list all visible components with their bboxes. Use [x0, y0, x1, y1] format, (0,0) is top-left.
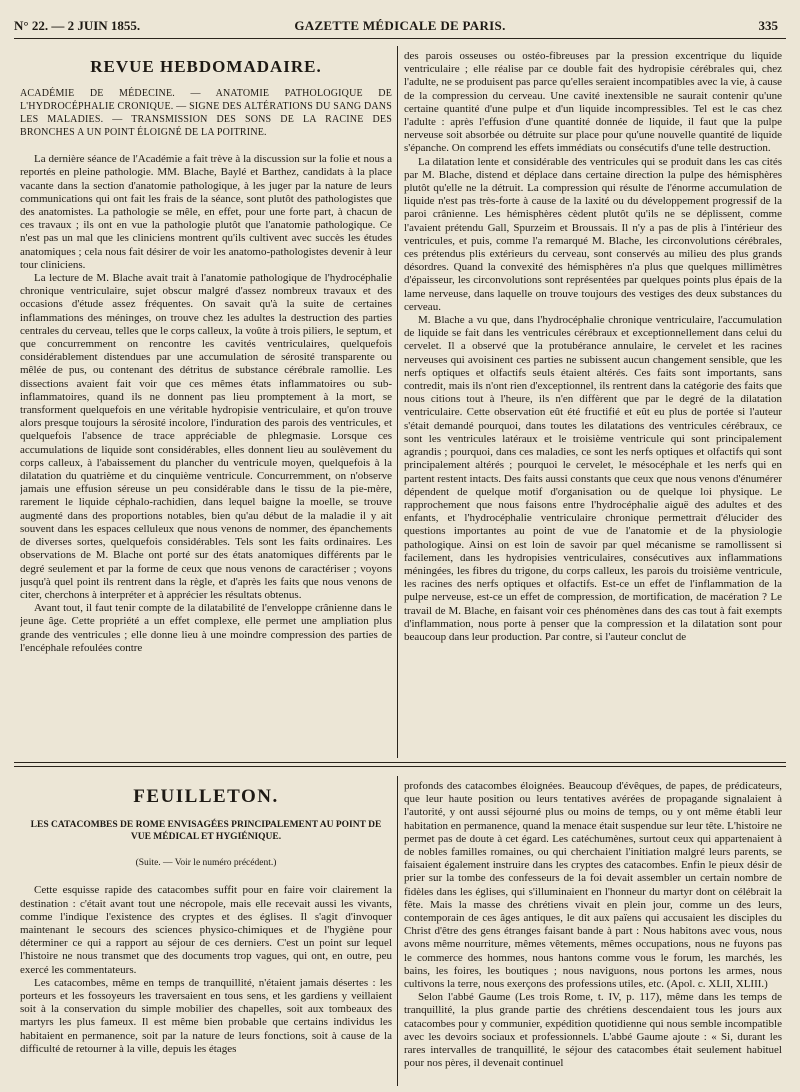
column-divider-bottom [397, 776, 398, 1086]
section-divider [14, 762, 786, 763]
journal-title: GAZETTE MÉDICALE DE PARIS. [294, 18, 506, 33]
page-header [14, 14, 786, 39]
feuilleton-paragraph: Les catacombes, même en temps de tranquillité, n'étaient jamais désertes : les porteurs et les fossoyeurs les traversaient en tous sens, et les gardiens y veillaient soit à la conservation du simple mobilier des chapelles, soit aux tombeaux des martyrs les plus fameux. Il est même bien probable que certains individus les habitaient en permanence, soit par la nature de leurs fonctions, soit à cause de la difficulté de retourner à la ville, depuis les étages [20, 976, 392, 1055]
feuilleton-suite-note: (Suite. — Voir le numéro précédent.) [135, 858, 277, 869]
revue-left-column [20, 50, 392, 756]
revue-paragraph: des parois osseuses ou ostéo-fibreuses par la pression excentrique du liquide ventriculaire ; elle réalise par ce double fait des hydropisie cérébrales qui, chez l'adulte, ne se produisent pas parce qu'elles seraient incompatibles avec la vie, à cause de la compression du cerveau. Une cavité inextensible ne saurait contenir qu'une certaine quantité d'une pulpe et d'un liquide incompressibles. Tel est le cas chez l'adulte : après l'effusion d'une quantité donnée de liquide, il faut que la pulpe nerveuse soit absorbée ou détruite sur place pour qu'une nouvelle quantité de liquide s'épanche. On comprend les effets immédiats ou consécutifs d'une telle destruction. [404, 50, 782, 155]
revue-paragraph: Avant tout, il faut tenir compte de la dilatabilité de l'enveloppe crânienne dans le jeune âge. Cette propriété a un effet complexe, elle permet une ampliation plus grande des ventricules ; elle donne lieu à une moindre compression des parties de l'encéphale refoulées contre [20, 602, 392, 654]
feuilleton-subtitle: LES CATACOMBES DE ROME ENVISAGÉES PRINCIPALEMENT AU POINT DE VUE MÉDICAL ET HYGIÉNIQUE. [30, 820, 382, 843]
feuilleton-left-column [20, 780, 392, 1085]
feuilleton-paragraph: Selon l'abbé Gaume (Les trois Rome, t. IV, p. 117), même dans les temps de tranquillité, la plus grande partie des chrétiens descendaient tous les jours aux catacombes pour y communier, expédition quotidienne qui nous semble incompatible avec les devoirs sociaux et professionnels. L'abbé Gaume ajoute : « Si, durant les rares intervalles de tranquillité, le séjour des catacombes était seulement habituel pour nos pères, il devenait continuel [404, 991, 782, 1070]
revue-paragraph: La lecture de M. Blache avait trait à l'anatomie pathologique de l'hydrocéphalie chronique ventriculaire, sujet obscur malgré d'assez nombreux travaux et des occasions d'étude assez fréquentes. On savait qu'à la suite de certaines inflammations des méninges, on trouve chez les adultes la destruction des parties centrales du cerveau, telles que le corps calleux, la voûte à trois piliers, le septum, et que concurremment on rencontre les cavités ventriculaires, quelquefois considérablement distendues par une accumulation de sérosité transparente ou mêlée de pus, ou contenant des détritus de substance cérébrale ramollie. Les dissections avaient fait voir que ces mêmes états inflammatoires ou sub-inflammatoires, quand ils ne donnent pas lieu promptement à la mort, se transforment quelquefois en une véritable hydropisie ventriculaire, et qu'on trouve alors presque toujours la sérosité incolore, l'induration des parois des ventricules, et quelquefois l'absence de trace appréciable de phlegmasie. Lorsque ces accumulations de liquide sont considérables, elles donnent lieu au soulèvement du corps calleux, à l'abaissement du plancher du ventricule moyen, quelquefois à la dilatation du quatrième et du cinquième ventricule. Concurremment, on n'observe jamais une effusion séreuse un peu considérable dans le tissu de la pie-mère, rarement le liquide céphalo-rachidien, dans lequel baigne la moelle, se trouve augmenté dans des proportions notables, bien qu'au début de la maladie il y ait souvent dans les espaces celluleux que nous venons de nommer, des épanchements de diverses sortes, quelquefois considérables. Tels sont les faits ordinaires. Les observations de M. Blache ont porté sur des états anatomiques différents par le degré seulement et par la forme de ceux que nous venons de caractériser ; voyons jusqu'à quel point ils rentrent dans la règle, et d'après les faits que nous venons de citer, cherchons à interpréter et à apprécier les résultats obtenus. [20, 272, 392, 601]
page-number: 335 [758, 18, 778, 33]
feuilleton-paragraph: Cette esquisse rapide des catacombes suffit pour en faire voir clairement la destination : c'était avant tout une nécropole, mais elle recevait aussi les vivants, comme l'indique l'existence des cryptes et des églises. Il s'agit d'invoquer maintenant le secours des sciences physico-chimiques et de l'hygiène pour déterminer ce qui a rapport au séjour de ces derniers. C'est un point sur lequel l'histoire ne nous transmet que des documents trop vagues, qui ont, en outre, peu exercé les commentateurs. [20, 884, 392, 976]
feuilleton-right-column [404, 780, 782, 1085]
column-divider-top [397, 46, 398, 758]
feuilleton-title: FEUILLETON. [133, 786, 279, 807]
revue-right-column [404, 50, 782, 756]
feuilleton-paragraph: profonds des catacombes éloignées. Beaucoup d'évêques, de papes, de prédicateurs, que leur haute position ou leurs tentatives avérées de propagande signalaient à l'autorité, y ont aussi séjourné plus ou moins de temps, ou y ont même établi leur habitation en permanence, quand la menace était suspendue sur leur tête. L'histoire ne permet pas de doute à cet égard. Les catéchumènes, surtout ceux qui appartenaient à de nobles familles romaines, ou qui cherchaient l'initiation malgré leurs parents, se faisaient également instruire dans les cryptes des catacombes. Enfin le pieux désir de prier sur la tombe des confesseurs de la foi devait assembler un certain nombre de fidèles dans les églises, qui s'illuminaient en l'honneur du martyr dont on célébrait la fête. Mais la masse des chrétiens vivait en plein jour, comme un des leurs, contemporain de ces âges antiques, le dit aux païens qui accusaient les disciples du Christ d'être des gens étranges faisant bande à part : Nous habitons avec vous, nous avons même nourriture, mêmes vêtements, mêmes occupations, nous ne fuyons pas le commerce des hommes, nous hantons comme vous le forum, les marchés, les bains, les foires, les boutiques ; nous naviguons, nous portons les armes, nous cultivons la terre, nous exerçons des professions utiles, etc. (Apol. c. XLII, XLIII.) [404, 780, 782, 991]
revue-paragraph: La dernière séance de l'Académie a fait trève à la discussion sur la folie et nous a reportés en pleine pathologie. MM. Blache, Baylé et Barthez, candidats à la place vacante dans la section d'anatomie pathologique, à les juger par la nature de leurs communications qui ont fait les frais de la séance, sont plutôt des pathologistes que des anatomistes. La pathologie se mêle, en effet, pour une forte part, à chacun de ces travaux ; ils ont en vue la pathologie plutôt que l'anatomie pathologique. Ce n'est pas un mal que les cliniciens montrent qu'ils cultivent avec succès les études anatomiques ; cela nous fait désirer de voir les anatomo-pathologistes devenir à leur tour cliniciens. [20, 153, 392, 271]
revue-title: REVUE HEBDOMADAIRE. [90, 57, 322, 76]
section-divider-double [14, 766, 786, 767]
revue-subtitle: ACADÉMIE DE MÉDECINE. — ANATOMIE PATHOLOGIQUE DE L'HYDROCÉPHALIE CRONIQUE. — SIGNE DES ALTÉRATIONS DU SANG DANS LES MALADIES. — TRANSMISSION DES SONS DE LA RACINE DES BRONCHES A UN POINT ÉLOIGNÉ DE LA POITRINE. [20, 88, 392, 139]
revue-paragraph: La dilatation lente et considérable des ventricules qui se produit dans les cas cités par M. Blache, distend et déplace dans certaine direction la pulpe des hémisphères plutôt qu'elle ne la détruit. La compression qui résulte de l'énorme accumulation de liquide n'est pas très-forte à cause de la laxité ou du développement progressif de la paroi crânienne. Les hémisphères cèdent plutôt qu'ils ne se déplissent, comme l'avaient prétendu Gall, Spurzeim et Broussais. Il n'y a pas de plis à l'intérieur des ventricules, et puis, comme l'a remarqué M. Blache, les circonvolutions cérébrales, ces prétendus plis extérieurs du cerveau, sont conservés au milieu des plus grands désordres. Quand la convexité des hémisphères n'a plus que quelques millimètres d'épaisseur, les circonvolutions sont représentées par quelques points plus épais de la lame nerveuse, dans laquelle on trouve toujours des vestiges des deux substances du cerveau. [404, 155, 782, 313]
revue-paragraph: M. Blache a vu que, dans l'hydrocéphalie chronique ventriculaire, l'accumulation de liquide se fait dans les ventricules cérébraux et exceptionnellement dans celui du cervelet. Il a observé que la protubérance annulaire, le cervelet et les racines nerveuses qui avoisinent ces parties ne subissent aucun changement sensible, que les nerfs optiques et olfactifs seuls étaient altérés. Ces faits sont importants, sans contredit, mais ils n'ont rien d'exceptionnel, ils rentrent dans la catégorie des faits que nous citions tout à l'heure, ils n'en diffèrent que par le degré de la dilatation ventriculaire. Cette observation eût été fructifié et eût eu plus de portée si l'auteur s'était demandé pourquoi, dans toutes les dilatations des ventricules cérébraux, ce sont les ventricules latéraux et le troisième ventricule qui sont principalement agrandis ; pourquoi, dans ces maladies, ce sont les nerfs optiques et olfactifs qui sont principalement altérés ; pourquoi le cervelet, le mésocéphale et les nerfs qui en partent restent intacts. Des faits aussi constants que ceux que nous venons d'énumérer dépendent de quelque motif d'organisation ou de quelque loi physique. Le rapprochement que nous faisons entre l'hydrocéphalie aiguë des adultes et des enfants, et l'hydrocéphalie ventriculaire chronique permettrait d'élucider des questions importantes au point de vue de l'anatomie et de la physiologie pathologique. Ainsi on est loin de savoir par quel mécanisme se ramollissent si facilement, dans les hydropisies ventriculaires, consécutives aux inflammations méningées, les fibres du trigone, du corps calleux, les parois du troisième ventricule, les racines des nerfs optiques et olfactifs. Est-ce un effet de l'inflammation de la pulpe nerveuse, est-ce un effet de compression, de mortification, de macération ? Le travail de M. Blache, en faisant voir ces phénomènes dans des cas tout à fait exempts d'inflammation, nous porte à penser que la compression et la dilatation sont pour beaucoup dans leur production. Par contre, si l'auteur conclut de [404, 314, 782, 643]
issue-number: N° 22. — 2 JUIN 1855. [14, 18, 141, 33]
